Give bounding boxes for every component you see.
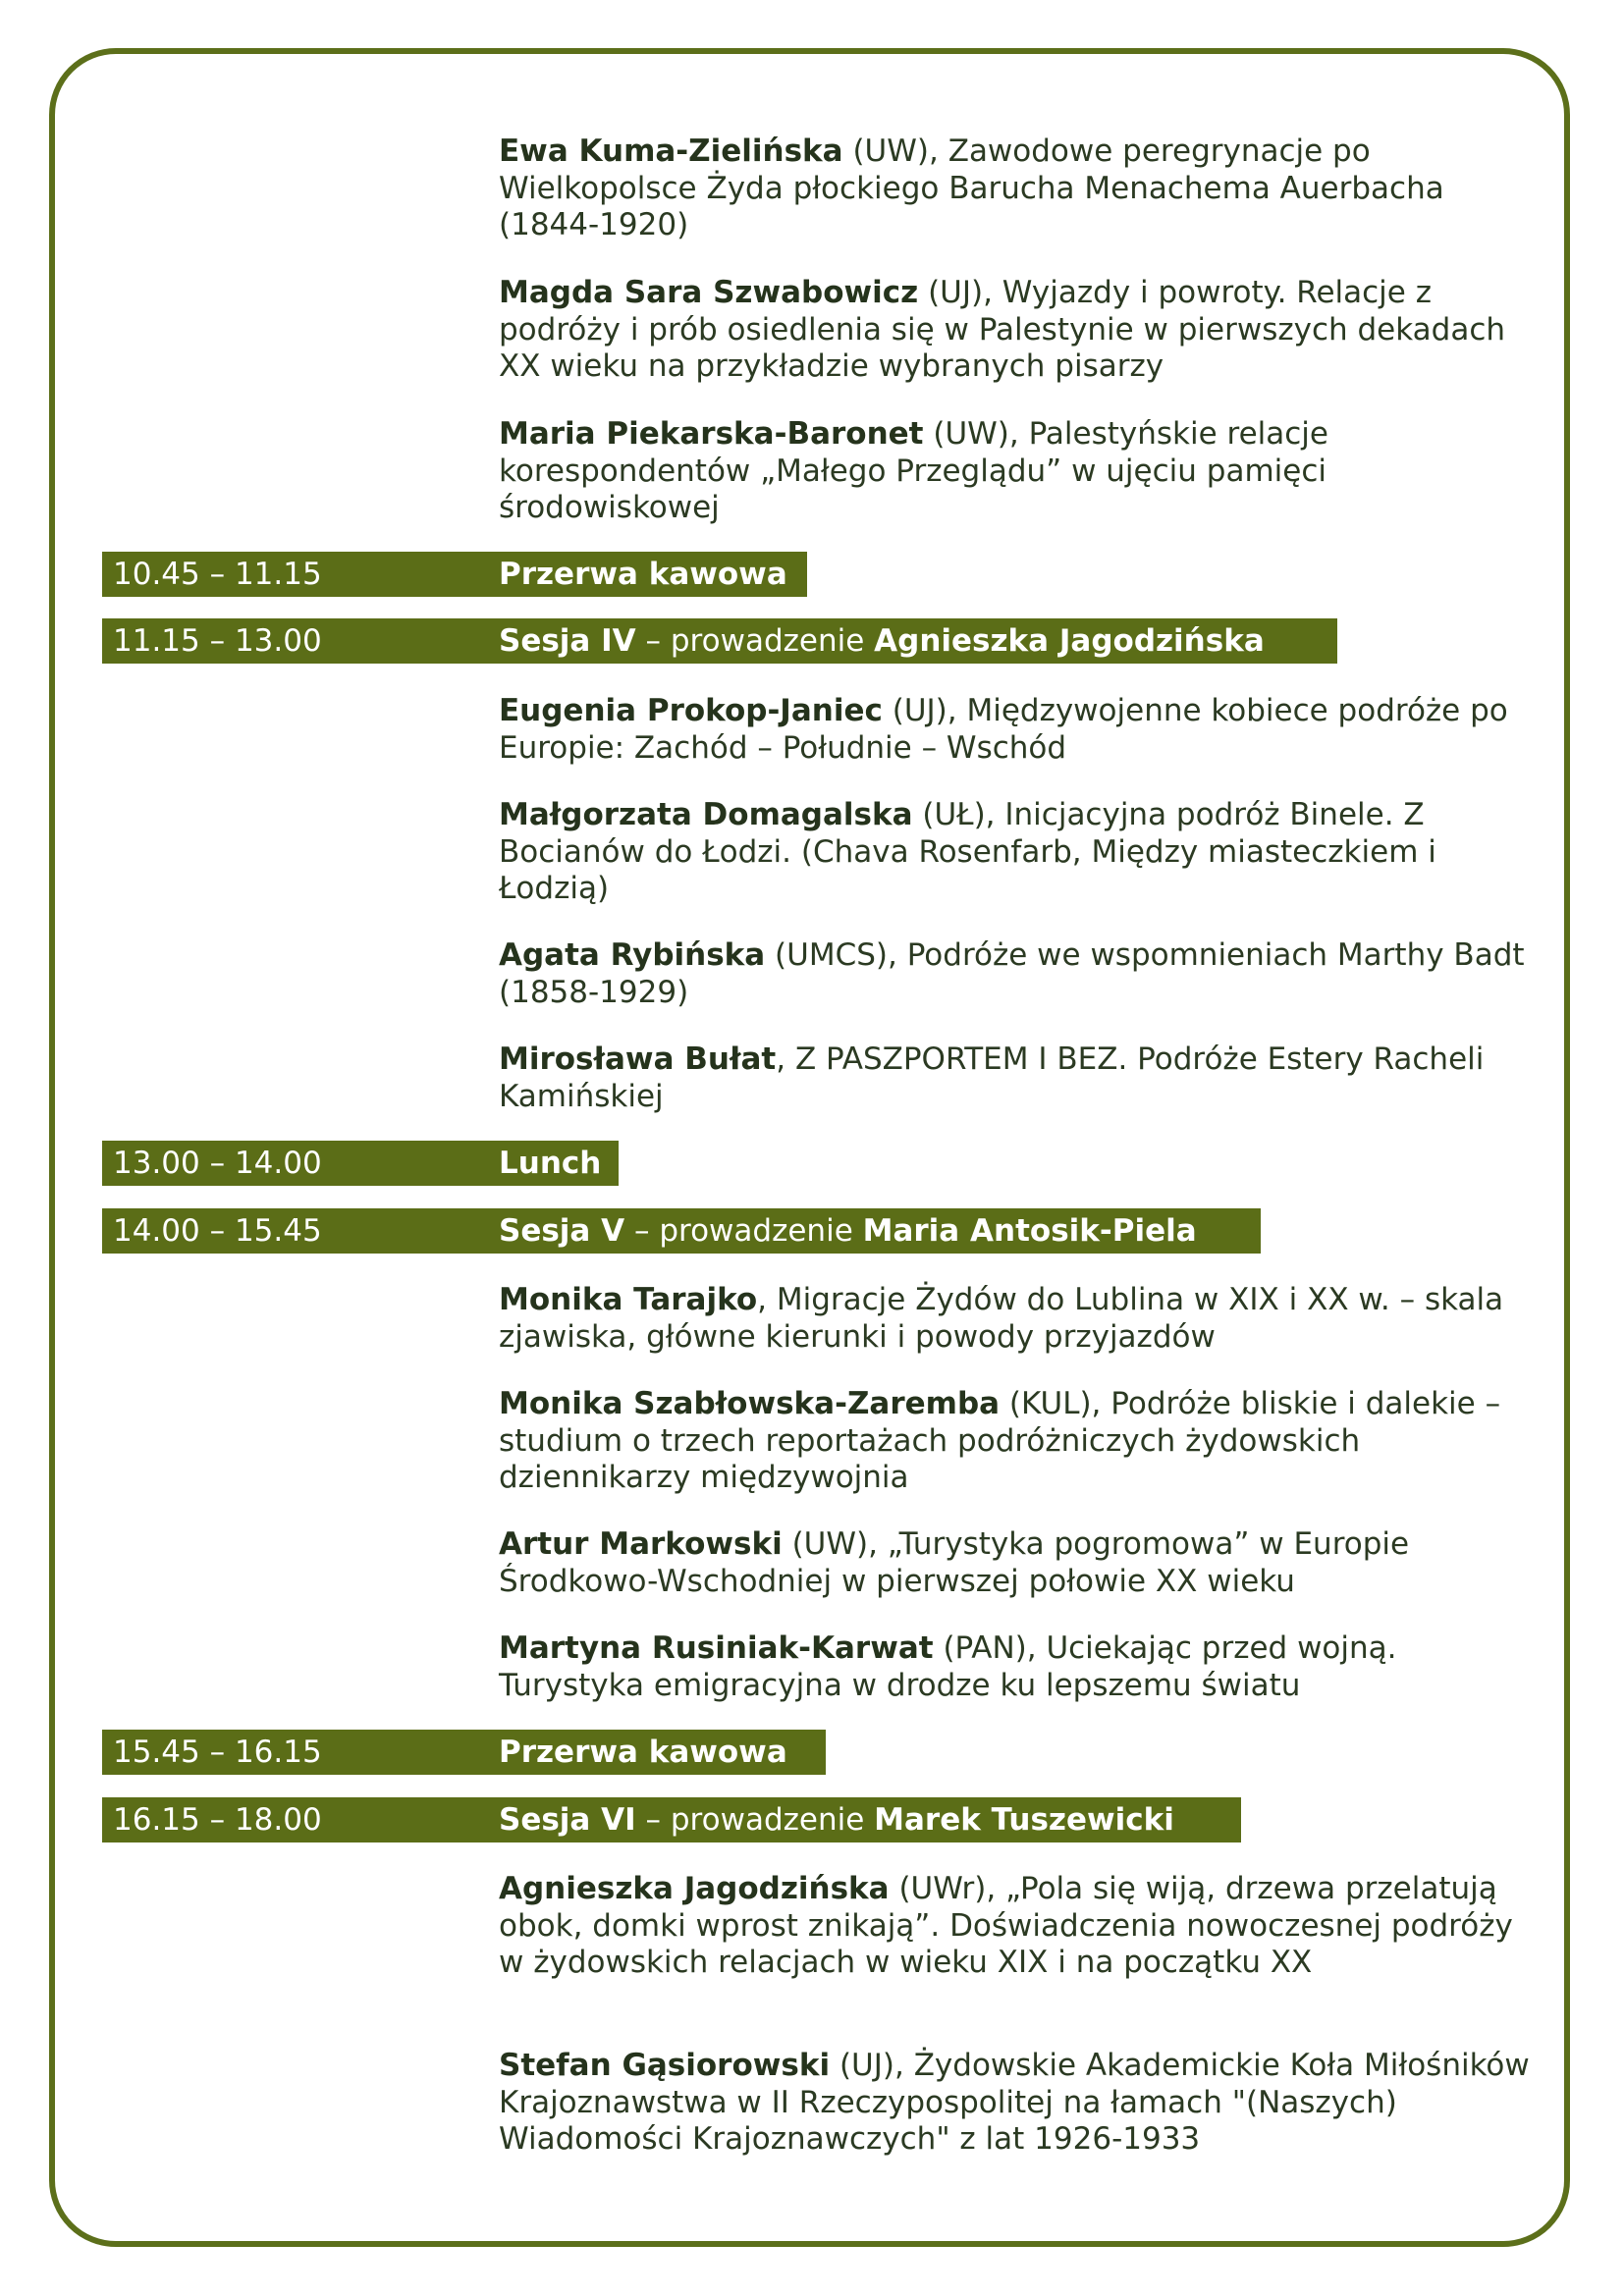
talk-tarajko xyxy=(499,1282,1540,1356)
speaker-name: Martyna Rusiniak-Karwat xyxy=(499,1630,934,1666)
time-range: 13.00 – 14.00 xyxy=(113,1146,322,1181)
speaker-name: Stefan Gąsiorowski xyxy=(499,2048,831,2083)
chair-prefix: – prowadzenie xyxy=(635,623,875,659)
talk-rybinska xyxy=(499,937,1540,1011)
time-range: 16.15 – 18.00 xyxy=(113,1802,322,1838)
talk-szwabowicz xyxy=(499,275,1540,386)
session-chair: Agnieszka Jagodzińska xyxy=(874,623,1265,659)
speaker-name: Artur Markowski xyxy=(499,1526,783,1562)
talk-title: (UJ), Wyjazdy i powroty. Relacje z podróży i prób osiedlenia się w Palestynie w pierwszych dekadach XX wieku na przykładzie wybranych pisarzy xyxy=(499,275,1506,384)
break-title: Przerwa kawowa xyxy=(499,557,787,592)
schedule-bar-lunch xyxy=(102,1141,619,1186)
talk-szablowska-zaremba xyxy=(499,1386,1540,1497)
talk-rusiniak-karwat xyxy=(499,1630,1540,1704)
talk-prokop-janiec xyxy=(499,693,1540,767)
session-heading xyxy=(499,1208,1197,1254)
talk-title: (PAN), Uciekając przed wojną. Turystyka emigracyjna w drodze ku lepszemu światu xyxy=(499,1630,1397,1703)
schedule-bar-session-4 xyxy=(102,618,1337,664)
session-chair: Maria Antosik-Piela xyxy=(862,1213,1197,1249)
talk-title: , Z PASZPORTEM I BEZ. Podróże Estery Racheli Kamińskiej xyxy=(499,1041,1485,1114)
session-label: Sesja VI xyxy=(499,1802,636,1838)
speaker-name: Ewa Kuma-Zielińska xyxy=(499,133,843,169)
speaker-name: Maria Piekarska-Baronet xyxy=(499,416,924,452)
talk-title: , Migracje Żydów do Lublina w XIX i XX w. – skala zjawiska, główne kierunki i powody przyjazdów xyxy=(499,1282,1504,1355)
session-heading xyxy=(499,1797,1174,1842)
time-range: 14.00 – 15.45 xyxy=(113,1213,322,1249)
talk-gasiorowski xyxy=(499,2048,1540,2159)
talk-domagalska xyxy=(499,797,1540,908)
session-heading xyxy=(499,618,1265,664)
talk-title: (UJ), Międzywojenne kobiece podróże po Europie: Zachód – Południe – Wschód xyxy=(499,693,1508,766)
talk-title: (UWr), „Pola się wiją, drzewa przelatują obok, domki wprost znikają”. Doświadczenia nowoczesnej podróży w żydowskich relacjach w wieku XIX i na początku XX xyxy=(499,1871,1513,1980)
schedule-bar-break-1 xyxy=(102,552,807,597)
talk-bulat xyxy=(499,1041,1540,1115)
talk-title: (UŁ), Inicjacyjna podróż Binele. Z Bocianów do Łodzi. (Chava Rosenfarb, Między miasteczkiem i Łodzią) xyxy=(499,797,1436,906)
speaker-name: Mirosława Bułat xyxy=(499,1041,777,1077)
speaker-name: Eugenia Prokop-Janiec xyxy=(499,693,883,728)
session-label: Sesja IV xyxy=(499,623,636,659)
chair-prefix: – prowadzenie xyxy=(624,1213,863,1249)
break-title: Lunch xyxy=(499,1146,602,1181)
break-title: Przerwa kawowa xyxy=(499,1735,787,1770)
talk-kuma-zielinska xyxy=(499,133,1540,244)
talk-title: (UW), Palestyńskie relacje korespondentów „Małego Przeglądu” w ujęciu pamięci środowiskowej xyxy=(499,416,1328,525)
schedule-bar-session-5 xyxy=(102,1208,1261,1254)
chair-prefix: – prowadzenie xyxy=(635,1802,875,1838)
time-range: 11.15 – 13.00 xyxy=(113,623,322,659)
time-range: 10.45 – 11.15 xyxy=(113,557,322,592)
schedule-bar-break-2 xyxy=(102,1730,826,1775)
talk-jagodzinska xyxy=(499,1871,1540,1982)
talk-title: (UW), Zawodowe peregrynacje po Wielkopolsce Żyda płockiego Barucha Menachema Auerbacha (1844-1920) xyxy=(499,133,1444,242)
talk-title: (UW), „Turystyka pogromowa” w Europie Środkowo-Wschodniej w pierwszej połowie XX wieku xyxy=(499,1526,1410,1599)
speaker-name: Magda Sara Szwabowicz xyxy=(499,275,919,310)
speaker-name: Agata Rybińska xyxy=(499,937,766,973)
talk-title: (UMCS), Podróże we wspomnieniach Marthy Badt (1858-1929) xyxy=(499,937,1525,1010)
time-range: 15.45 – 16.15 xyxy=(113,1735,322,1770)
schedule-bar-session-6 xyxy=(102,1797,1241,1842)
talk-title: (KUL), Podróże bliskie i dalekie – studium o trzech reportażach podróżniczych żydowskich dziennikarzy międzywojnia xyxy=(499,1386,1501,1495)
talk-title: (UJ), Żydowskie Akademickie Koła Miłośników Krajoznawstwa w II Rzeczypospolitej na łamach "(Naszych) Wiadomości Krajoznawczych" z lat 1926-1933 xyxy=(499,2048,1530,2157)
session-label: Sesja V xyxy=(499,1213,625,1249)
speaker-name: Monika Szabłowska-Zaremba xyxy=(499,1386,1001,1421)
session-chair: Marek Tuszewicki xyxy=(874,1802,1174,1838)
speaker-name: Monika Tarajko xyxy=(499,1282,758,1317)
speaker-name: Agnieszka Jagodzińska xyxy=(499,1871,890,1906)
talk-piekarska-baronet xyxy=(499,416,1540,527)
talk-markowski xyxy=(499,1526,1540,1600)
speaker-name: Małgorzata Domagalska xyxy=(499,797,913,832)
